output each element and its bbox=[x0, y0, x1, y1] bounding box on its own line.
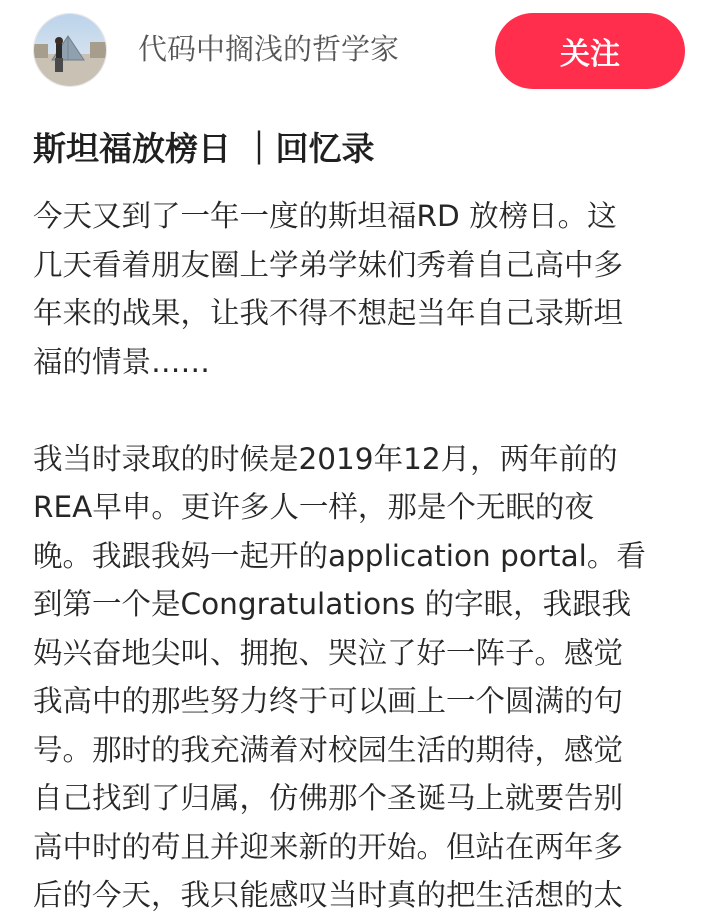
post-body bbox=[33, 192, 683, 920]
body-line: 我高中的那些努力终于可以画上一个圆满的句 bbox=[33, 684, 624, 718]
body-line: 号。那时的我充满着对校园生活的期待，感觉 bbox=[33, 732, 624, 767]
body-line: 今天又到了一年一度的斯坦福RD 放榜日。这 bbox=[33, 199, 617, 233]
paragraph-gap bbox=[33, 386, 683, 435]
body-line: 年来的战果，让我不得不想起当年自己录斯坦 bbox=[33, 296, 624, 330]
body-line: 妈兴奋地尖叫、拥抱、哭泣了好一阵子。感觉 bbox=[33, 635, 624, 670]
body-line: 后的今天，我只能感叹当时真的把生活想的太 bbox=[33, 878, 624, 912]
avatar[interactable] bbox=[33, 13, 107, 87]
body-line: 福的情景…… bbox=[33, 344, 211, 379]
follow-button[interactable]: 关注 bbox=[495, 13, 685, 89]
body-line: 我当时录取的时候是2019年12月，两年前的 bbox=[33, 441, 618, 476]
body-line: 晚。我跟我妈一起开的application portal。看 bbox=[33, 538, 646, 573]
body-line: 自己找到了归属，仿佛那个圣诞马上就要告别 bbox=[33, 781, 624, 815]
post-header bbox=[0, 0, 728, 110]
body-line: 几天看着朋友圈上学弟学妹们秀着自己高中多 bbox=[33, 247, 624, 282]
author-name[interactable]: 代码中搁浅的哲学家 bbox=[138, 32, 400, 66]
body-line: 到第一个是Congratulations 的字眼，我跟我 bbox=[33, 587, 632, 621]
post-title: 斯坦福放榜日 ｜回忆录 bbox=[33, 129, 375, 168]
body-line: 高中时的苟且并迎来新的开始。但站在两年多 bbox=[33, 829, 624, 864]
avatar-photo-icon bbox=[34, 14, 106, 86]
body-line: REA早申。更许多人一样，那是个无眠的夜 bbox=[33, 490, 594, 524]
